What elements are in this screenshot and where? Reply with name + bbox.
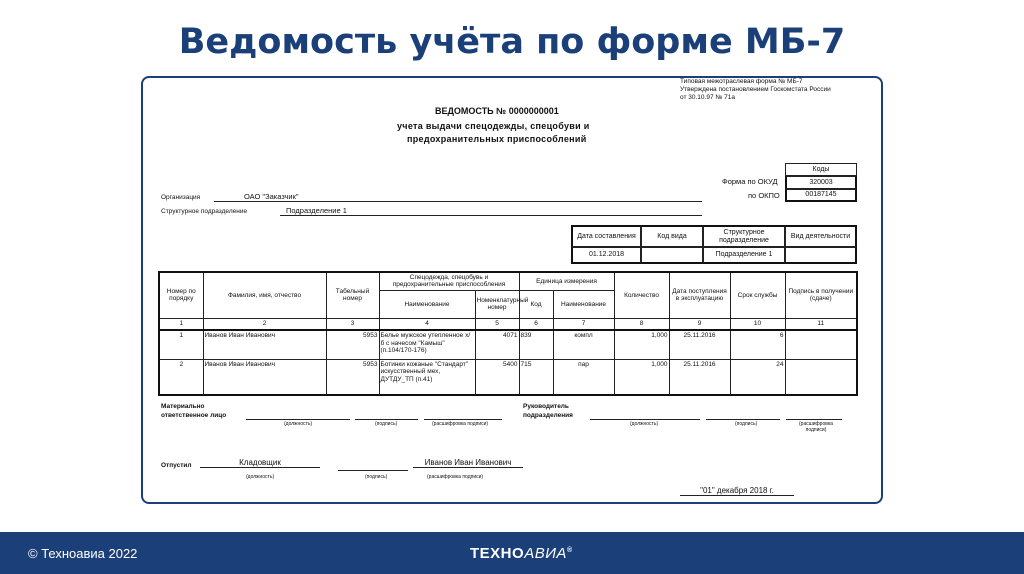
org-value: ОАО "Заказчик": [214, 192, 702, 202]
col-number: 9: [669, 318, 730, 330]
dept-label: Структурное подразделение: [161, 208, 248, 215]
doc-subtitle-2: предохранительных приспособлений: [407, 134, 587, 144]
released-name: Иванов Иван Иванович: [413, 458, 523, 468]
col-number: 7: [553, 318, 614, 330]
cell-qty: 1,000: [614, 359, 669, 395]
cell-num: 2: [159, 359, 203, 395]
head-hint-sign: (подпись): [735, 421, 758, 427]
released-sign-line: [338, 470, 408, 471]
col-number: 5: [475, 318, 519, 330]
th-code: Код: [519, 290, 553, 318]
cell-qty: 1,000: [614, 330, 669, 359]
table-row: [159, 330, 857, 359]
org-label: Организация: [161, 194, 201, 201]
th-unit-name: Наименование: [553, 290, 614, 318]
cell-date: 25.11.2016: [669, 330, 730, 359]
col-number: 2: [203, 318, 326, 330]
cell-unit: компл: [553, 330, 614, 359]
info-header-activity: Вид деятельности: [785, 225, 857, 247]
table-row: [159, 359, 857, 395]
cell-unit: пар: [553, 359, 614, 395]
mol-hint-decode: (расшифровка подписи): [432, 421, 489, 427]
dept-value: Подразделение 1: [280, 206, 702, 216]
th-name: Наименование: [379, 290, 475, 318]
th-term: Срок службы: [730, 272, 785, 318]
released-position: Кладовщик: [200, 458, 320, 468]
th-tab: Табельный номер: [326, 272, 379, 318]
mol-sign-line: [355, 419, 418, 420]
info-header-code: Код вида: [641, 225, 703, 247]
head-hint-decode: (расшифровка подписи): [799, 421, 833, 433]
mol-position-line: [246, 419, 350, 420]
released-label: Отпустил: [161, 462, 192, 469]
info-value-activity: [785, 247, 857, 264]
cell-nomen: 4071: [475, 330, 519, 359]
date-line: "01" декабря 2018 г.: [680, 486, 794, 496]
mol-decode-line: [424, 419, 502, 420]
mol-label: Материально ответственное лицо: [161, 403, 227, 419]
th-group: Спецодежда, спецобувь и предохранительные приспособления: [379, 272, 519, 290]
cell-name: Ботинки кожаные "Стандарт" искусственный мех, ДУТДУ_ТП (п.41): [379, 359, 475, 395]
cell-sign: [785, 359, 857, 395]
cell-nomen: 5400: [475, 359, 519, 395]
cell-date: 25.11.2016: [669, 359, 730, 395]
head-sign-line: [706, 419, 780, 420]
cell-code: 839: [519, 330, 553, 359]
released-hint-sign: (подпись): [365, 474, 388, 480]
th-qty: Количество: [614, 272, 669, 318]
mol-hint-sign: (подпись): [375, 421, 398, 427]
info-value-date: 01.12.2018: [571, 247, 641, 264]
col-number: 11: [785, 318, 857, 330]
column-number-row: [159, 318, 857, 330]
info-value-code: [641, 247, 703, 264]
col-number: 3: [326, 318, 379, 330]
info-header-date: Дата составления: [571, 225, 641, 247]
cell-tab: 5953: [326, 330, 379, 359]
cell-term: 6: [730, 330, 785, 359]
cell-sign: [785, 330, 857, 359]
th-num: Номер по порядку: [159, 272, 203, 318]
footer-bar: [0, 532, 1024, 574]
cell-code: 715: [519, 359, 553, 395]
head-label: Руководитель подразделения: [523, 403, 573, 419]
th-fio: Фамилия, имя, отчество: [203, 272, 326, 318]
released-hint-decode: (расшифровка подписи): [427, 474, 484, 480]
head-position-line: [590, 419, 700, 420]
doc-subtitle-1: учета выдачи спецодежды, спецобуви и: [397, 121, 590, 131]
cell-num: 1: [159, 330, 203, 359]
doc-title: ВЕДОМОСТЬ № 0000000001: [435, 106, 559, 116]
col-number: 10: [730, 318, 785, 330]
info-value-dept: Подразделение 1: [703, 247, 785, 264]
info-header-dept: Структурное подразделение: [703, 225, 785, 247]
cell-term: 24: [730, 359, 785, 395]
col-number: 4: [379, 318, 475, 330]
col-number: 8: [614, 318, 669, 330]
cell-fio: Иванов Иван Иванович: [203, 359, 326, 395]
form-header-note: Типовая межотраслевая форма № МБ-7 Утверждена постановлением Госкомстата России от 30.10.97 № 71а: [680, 78, 831, 102]
slide-title: Ведомость учёта по форме МБ-7: [178, 22, 846, 62]
cell-name: Белье мужское утепленное х/б с начесом "Камыш" (п.104/170-176): [379, 330, 475, 359]
okud-value: 320003: [785, 176, 857, 189]
th-date: Дата поступления в эксплуатацию: [669, 272, 730, 318]
issue-table: [158, 271, 858, 396]
head-hint-position: (должность): [630, 421, 659, 427]
released-hint-position: (должность): [246, 474, 275, 480]
mol-hint-position: (должность): [284, 421, 313, 427]
cell-tab: 5953: [326, 359, 379, 395]
copyright: © Техноавиа 2022: [28, 546, 138, 561]
th-sign: Подпись в получении (сдаче): [785, 272, 857, 318]
cell-fio: Иванов Иван Иванович: [203, 330, 326, 359]
okud-label: Форма по ОКУД: [722, 177, 778, 186]
brand-logo: ТЕХНОАВИА®: [470, 545, 573, 562]
col-number: 1: [159, 318, 203, 330]
th-unit-group: Единица измерения: [519, 272, 614, 290]
okpo-label: по ОКПО: [748, 191, 780, 200]
codes-header: Коды: [785, 163, 857, 176]
okpo-value: 00187145: [785, 189, 857, 202]
th-nomen: Номенклатурный номер: [475, 290, 519, 318]
head-decode-line: [786, 419, 842, 420]
col-number: 6: [519, 318, 553, 330]
